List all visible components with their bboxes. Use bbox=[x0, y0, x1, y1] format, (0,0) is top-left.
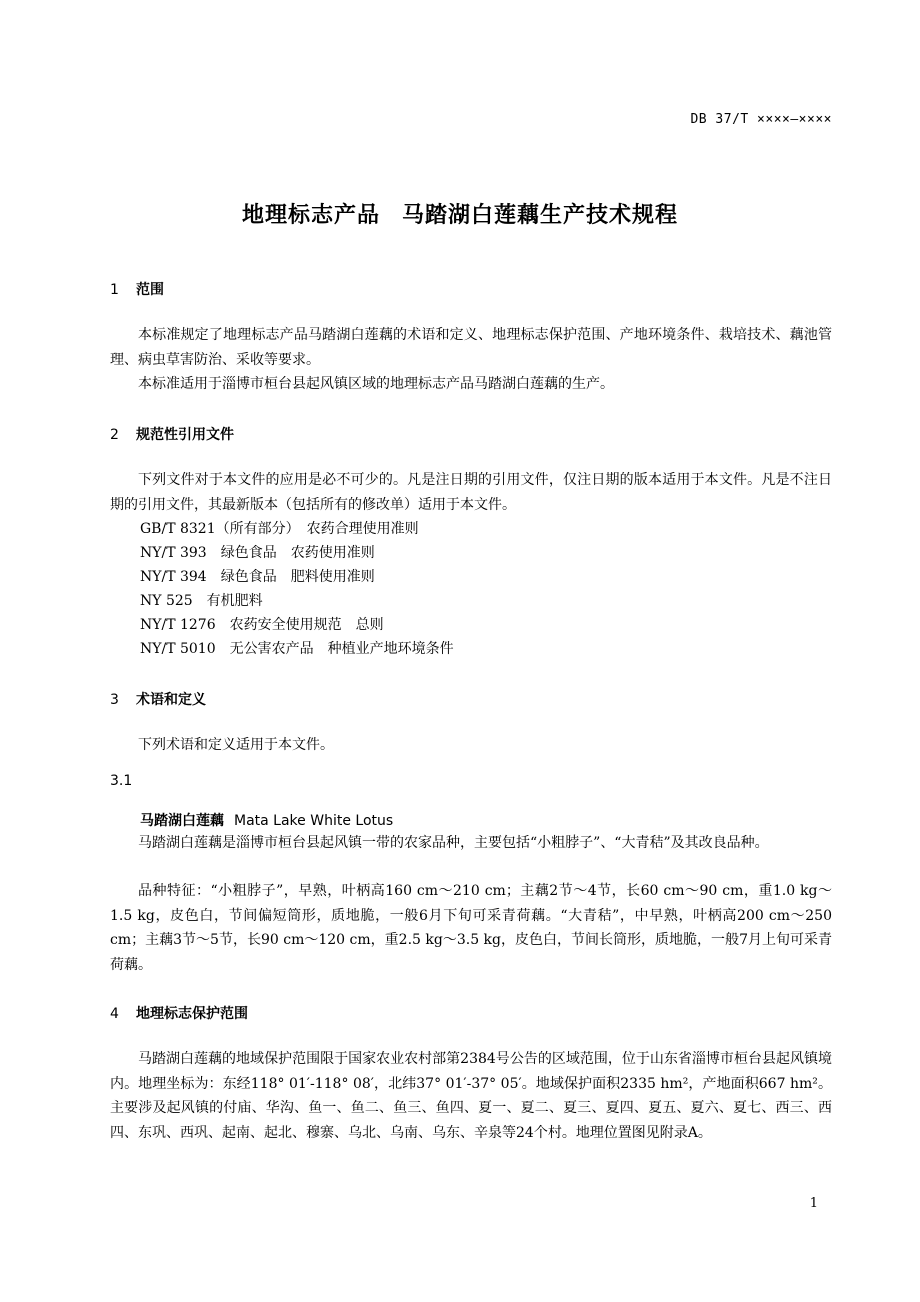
reference-item: NY/T 1276 农药安全使用规范 总则 bbox=[140, 617, 384, 633]
reference-item: NY/T 393 绿色食品 农药使用准则 bbox=[140, 545, 375, 561]
section-3-heading bbox=[110, 689, 206, 709]
section-4-heading bbox=[110, 1003, 248, 1023]
page-number: 1 bbox=[809, 1196, 818, 1211]
reference-item: GB/T 8321（所有部分） 农药合理使用准则 bbox=[140, 521, 419, 537]
section-1-paragraph-1: 本标准规定了地理标志产品马踏湖白莲藕的术语和定义、地理标志保护范围、产地环境条件、栽培技术、藕池管理、病虫草害防治、采收等要求。 bbox=[110, 327, 832, 368]
section-3-paragraph-2: 马踏湖白莲藕是淄博市桓台县起风镇一带的农家品种，主要包括“小粗脖子”、“大青秸”及其改良品种。 bbox=[138, 835, 769, 851]
section-title: 地理标志保护范围 bbox=[136, 1006, 248, 1022]
section-number: 2 bbox=[110, 427, 119, 443]
section-title: 规范性引用文件 bbox=[136, 427, 234, 443]
subsection-3-1-number: 3.1 bbox=[110, 773, 133, 789]
section-title: 术语和定义 bbox=[136, 692, 206, 708]
title-part-1: 地理标志产品 bbox=[241, 203, 380, 228]
term-english: Mata Lake White Lotus bbox=[234, 813, 394, 829]
reference-item: NY 525 有机肥料 bbox=[140, 593, 263, 609]
section-1-paragraph-2: 本标准适用于淄博市桓台县起风镇区域的地理标志产品马踏湖白莲藕的生产。 bbox=[138, 376, 614, 392]
section-number: 4 bbox=[110, 1006, 119, 1022]
term-chinese: 马踏湖白莲藕 bbox=[140, 813, 224, 829]
document-title bbox=[0, 198, 920, 229]
section-3-paragraph-1: 下列术语和定义适用于本文件。 bbox=[138, 737, 334, 753]
reference-item: NY/T 394 绿色食品 肥料使用准则 bbox=[140, 569, 375, 585]
section-2-heading bbox=[110, 424, 234, 444]
section-number: 1 bbox=[110, 282, 119, 298]
section-3-paragraph-3: 品种特征：“小粗脖子”，早熟，叶柄高160 cm～210 cm；主藕2节～4节，长60 cm～90 cm，重1.0 kg～1.5 kg，皮色白，节间偏短筒形，质地脆，一般6月下旬可采青荷藕。“大青秸”，中早熟，叶柄高200 cm～250 cm；主藕3节～5节，长90 cm～120 cm，重2.5 kg～3.5 kg，皮色白，节间长筒形，质地脆，一般7月上旬可采青荷藕。 bbox=[110, 883, 832, 973]
document-code: DB 37/T ××××—×××× bbox=[690, 112, 832, 127]
section-title: 范围 bbox=[136, 282, 164, 298]
section-number: 3 bbox=[110, 692, 119, 708]
title-part-2: 马踏湖白莲藕生产技术规程 bbox=[402, 203, 679, 228]
section-4-paragraph-1: 马踏湖白莲藕的地域保护范围限于国家农业农村部第2384号公告的区域范围，位于山东省淄博市桓台县起风镇境内。地理坐标为：东经118° 01′-118° 08′，北纬37° 01′-37° 05′。地域保护面积2335 hm²，产地面积667 hm²。主要涉及起风镇的付庙、华沟、鱼一、鱼二、鱼三、鱼四、夏一、夏二、夏三、夏四、夏五、夏六、夏七、西三、西四、东巩、西巩、起南、起北、穆寨、乌北、乌南、乌东、辛泉等24个村。地理位置图见附录A。 bbox=[110, 1051, 832, 1141]
reference-item: NY/T 5010 无公害农产品 种植业产地环境条件 bbox=[140, 641, 454, 657]
term-entry bbox=[140, 810, 393, 830]
section-2-paragraph-1: 下列文件对于本文件的应用是必不可少的。凡是注日期的引用文件，仅注日期的版本适用于本文件。凡是不注日期的引用文件，其最新版本（包括所有的修改单）适用于本文件。 bbox=[110, 472, 832, 513]
section-1-heading bbox=[110, 279, 164, 299]
